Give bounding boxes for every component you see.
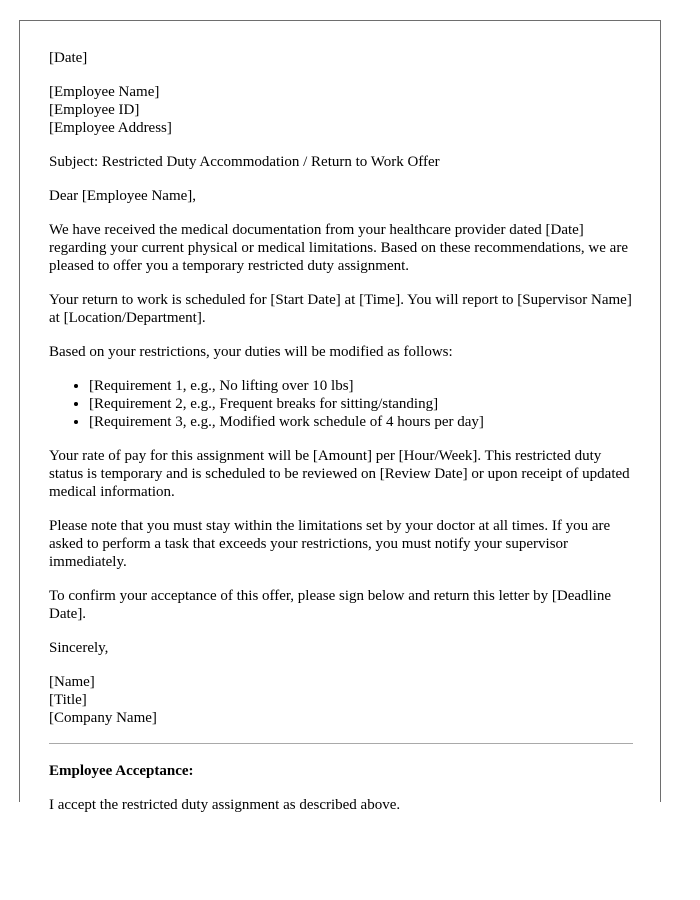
body-paragraph-duties-intro: Based on your restrictions, your duties will be modified as follows: — [49, 344, 453, 360]
letter-page — [19, 20, 661, 813]
body-paragraph-confirm: To confirm your acceptance of this offer, please sign below and return this letter by [Deadline Date]. — [49, 588, 612, 622]
letter-closing: Sincerely, — [49, 640, 109, 656]
body-paragraph-pay: Your rate of pay for this assignment will be [Amount] per [Hour/Week]. This restricted duty status is temporary and is scheduled to be reviewed on [Review Date] or upon receipt of updated medical information. — [49, 448, 630, 500]
letter-content — [49, 49, 633, 830]
sender-name: [Name] — [49, 674, 95, 690]
recipient-id: [Employee ID] — [49, 102, 140, 118]
section-divider — [49, 743, 633, 744]
body-paragraph-return-schedule: Your return to work is scheduled for [Start Date] at [Time]. You will report to [Supervisor Name] at [Location/Department]. — [49, 292, 632, 326]
requirements-list — [49, 377, 633, 431]
requirement-item: • [Requirement 1, e.g., No lifting over 10 lbs] — [89, 377, 633, 395]
body-paragraph-limitations: Please note that you must stay within the limitations set by your doctor at all times. If you are asked to perform a task that exceeds your restrictions, you must notify your supervisor immediately. — [49, 518, 611, 570]
letter-subject: Subject: Restricted Duty Accommodation / Return to Work Offer — [49, 154, 440, 170]
letter-salutation: Dear [Employee Name], — [49, 188, 197, 204]
acceptance-statement: I accept the restricted duty assignment as described above. — [49, 797, 401, 813]
requirement-item: • [Requirement 2, e.g., Frequent breaks for sitting/standing] — [89, 395, 633, 413]
requirement-item: • [Requirement 3, e.g., Modified work schedule of 4 hours per day] — [89, 413, 633, 431]
sender-company: [Company Name] — [49, 710, 157, 726]
acceptance-title: Employee Acceptance: — [49, 763, 194, 779]
recipient-name: [Employee Name] — [49, 84, 160, 100]
letter-date: [Date] — [49, 50, 88, 66]
recipient-block — [49, 83, 633, 137]
sender-block — [49, 673, 633, 727]
recipient-address: [Employee Address] — [49, 120, 172, 136]
body-paragraph-medical: We have received the medical documentation from your healthcare provider dated [Date] regarding your current physical or medical limitations. Based on these recommendations, we are pleased to offer you a temporary restricted duty assignment. — [49, 222, 628, 274]
sender-title: [Title] — [49, 692, 87, 708]
